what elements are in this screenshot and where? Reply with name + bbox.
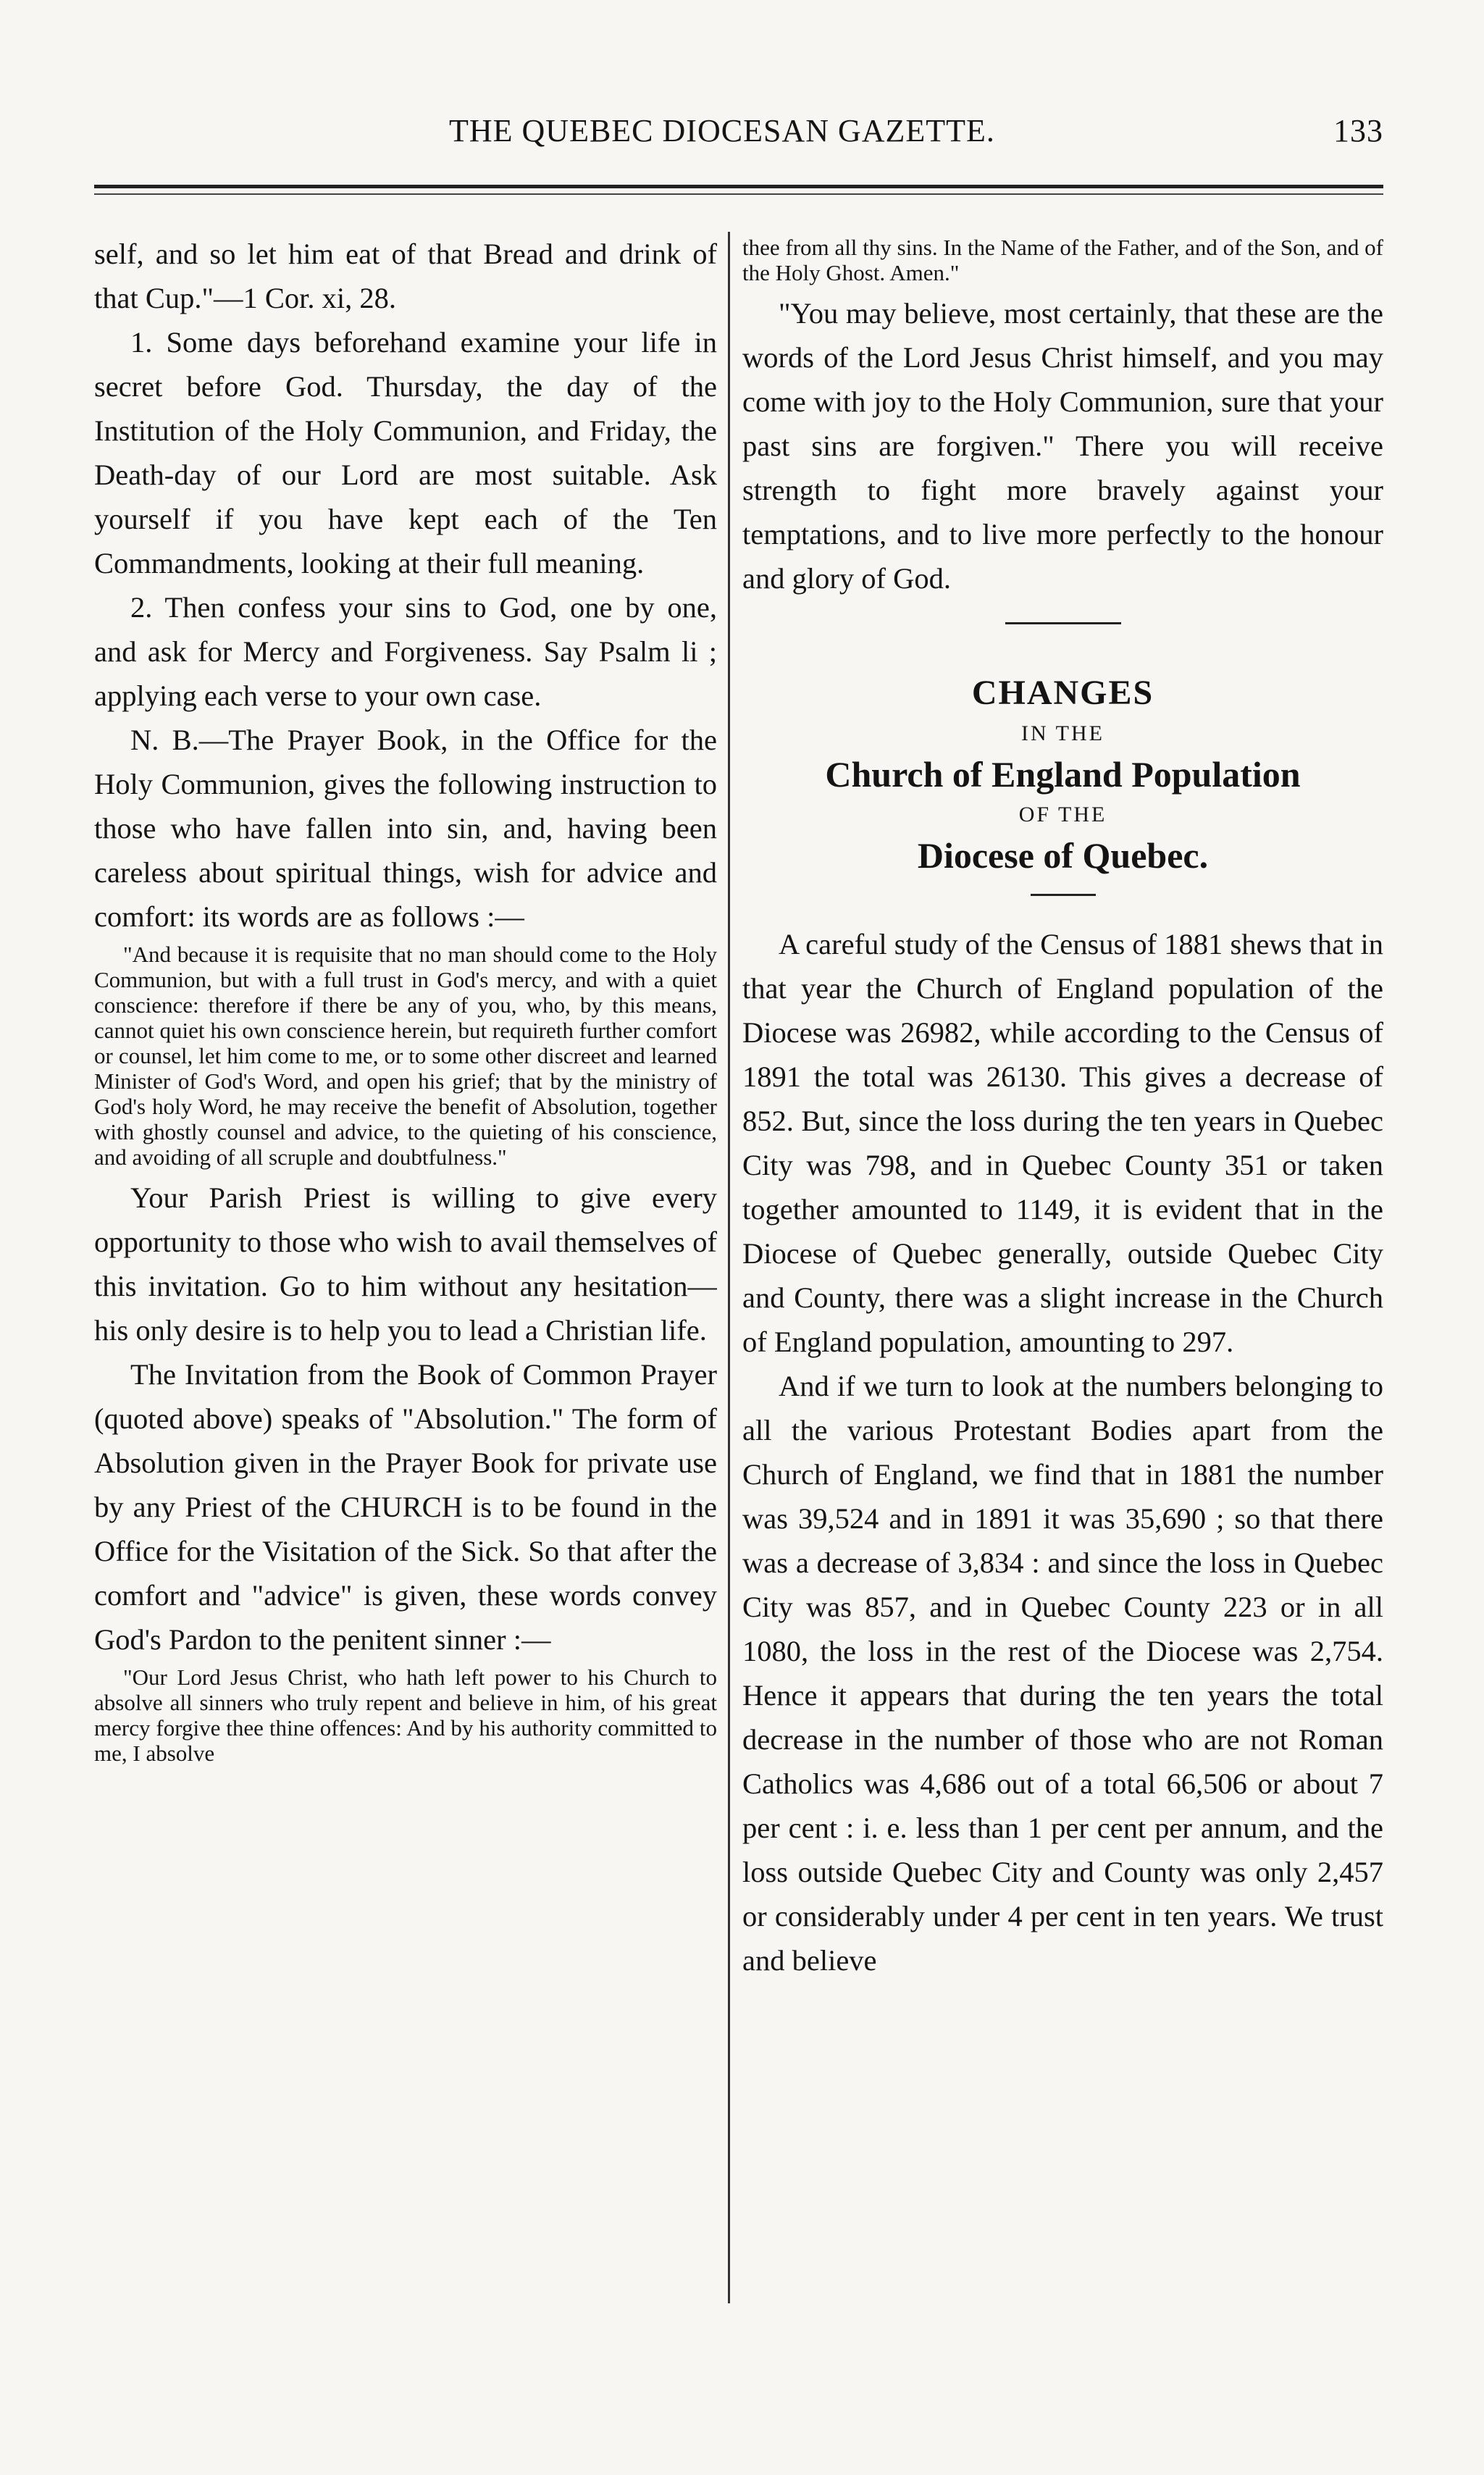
heading-line-3: Church of England Population	[825, 754, 1301, 795]
right-paragraph-1: "You may believe, most certainly, that these are the words of the Lord Jesus Christ himself, and you may come with joy to the Holy Communion, sure that your past sins are forgiven." There you will receive strength to fight more bravely against your temptations, and to live more perfectly to the honour and glory of God.	[742, 297, 1383, 595]
absolution-quote-continued: thee from all thy sins. In the Name of the Father, and of the Son, and of the Holy Ghost. Amen."	[742, 235, 1383, 285]
article-heading	[742, 668, 1383, 881]
right-paragraph-2: A careful study of the Census of 1881 shews that in that year the Church of England population of the Diocese was 26982, while according to the Census of 1891 the total was 26130. This gives a decrease of 852. But, since the loss during the ten years in Quebec City was 798, and in Quebec County 351 or taken together amounted to 1149, it is evident that in the Diocese of Quebec generally, outside Quebec City and County, there was a slight increase in the Church of England population, amounting to 297.	[742, 928, 1383, 1358]
heading-divider	[1031, 894, 1096, 896]
page-header	[94, 112, 1383, 156]
prayer-book-quote: "And because it is requisite that no man should come to the Holy Communion, but with a full trust in God's mercy, and with a quiet conscience: therefore if there be any of you, who, by this means, cannot quiet his own conscience herein, but requireth further comfort or counsel, let him come to me, or to some other discreet and learned Minister of God's Word, and open his grief; that by the ministry of God's holy Word, he may receive the benefit of Absolution, together with ghostly counsel and advice, to the quieting of his conscience, and avoiding of all scruple and doubtfulness."	[94, 942, 717, 1170]
left-paragraph-3: 2. Then confess your sins to God, one by one, and ask for Mercy and Forgiveness. Say Psalm li ; applying each verse to your own case.	[94, 591, 717, 712]
left-paragraph-1: self, and so let him eat of that Bread and drink of that Cup."—1 Cor. xi, 28.	[94, 238, 717, 314]
left-column	[94, 232, 717, 2318]
header-rule-thick	[94, 185, 1383, 188]
heading-line-2: IN THE	[1021, 721, 1104, 745]
column-divider	[728, 232, 730, 2303]
heading-line-5: Diocese of Quebec.	[917, 835, 1209, 876]
left-paragraph-4: N. B.—The Prayer Book, in the Office for the Holy Communion, gives the following instruction to those who have fallen into sin, and, having been careless about spiritual things, wish for advice and comfort: its words are as follows :—	[94, 724, 717, 933]
header-rule-thin	[94, 193, 1383, 195]
absolution-quote: "Our Lord Jesus Christ, who hath left power to his Church to absolve all sinners who truly repent and believe in him, of his great mercy forgive thee thine offences: And by his authority committed to me, I absolve	[94, 1664, 717, 1766]
left-paragraph-6: The Invitation from the Book of Common Prayer (quoted above) speaks of "Absolution." The form of Absolution given in the Prayer Book for private use by any Priest of the CHURCH is to be found in the Office for the Visitation of the Sick. So that after the comfort and "advice" is given, these words convey God's Pardon to the penitent sinner :—	[94, 1358, 717, 1656]
left-paragraph-5: Your Parish Priest is willing to give every opportunity to those who wish to avail themselves of this invitation. Go to him without any hesitation—his only desire is to help you to lead a Christian life.	[94, 1181, 717, 1347]
section-divider	[1005, 622, 1121, 624]
right-paragraph-3: And if we turn to look at the numbers belonging to all the various Protestant Bodies apart from the Church of England, we find that in 1881 the number was 39,524 and in 1891 it was 35,690 ; so that there was a decrease of 3,834 : and since the loss in Quebec City was 857, and in Quebec County 223 or in all 1080, the loss in the rest of the Diocese was 2,754. Hence it appears that during the ten years the total decrease in the number of those who are not Roman Catholics was 4,686 out of a total 66,506 or about 7 per cent : i. e. less than 1 per cent per annum, and the loss outside Quebec City and County was only 2,457 or considerably under 4 per cent in ten years. We trust and believe	[742, 1370, 1383, 1977]
running-title: THE QUEBEC DIOCESAN GAZETTE.	[449, 113, 995, 148]
left-paragraph-2: 1. Some days beforehand examine your life in secret before God. Thursday, the day of the Institution of the Holy Communion, and Friday, the Death-day of our Lord are most suitable. Ask yourself if you have kept each of the Ten Commandments, looking at their full meaning.	[94, 326, 717, 579]
heading-line-1: CHANGES	[971, 674, 1154, 712]
heading-line-4: OF THE	[1018, 803, 1107, 826]
page-number: 133	[1333, 113, 1383, 148]
right-column	[742, 232, 1383, 2318]
